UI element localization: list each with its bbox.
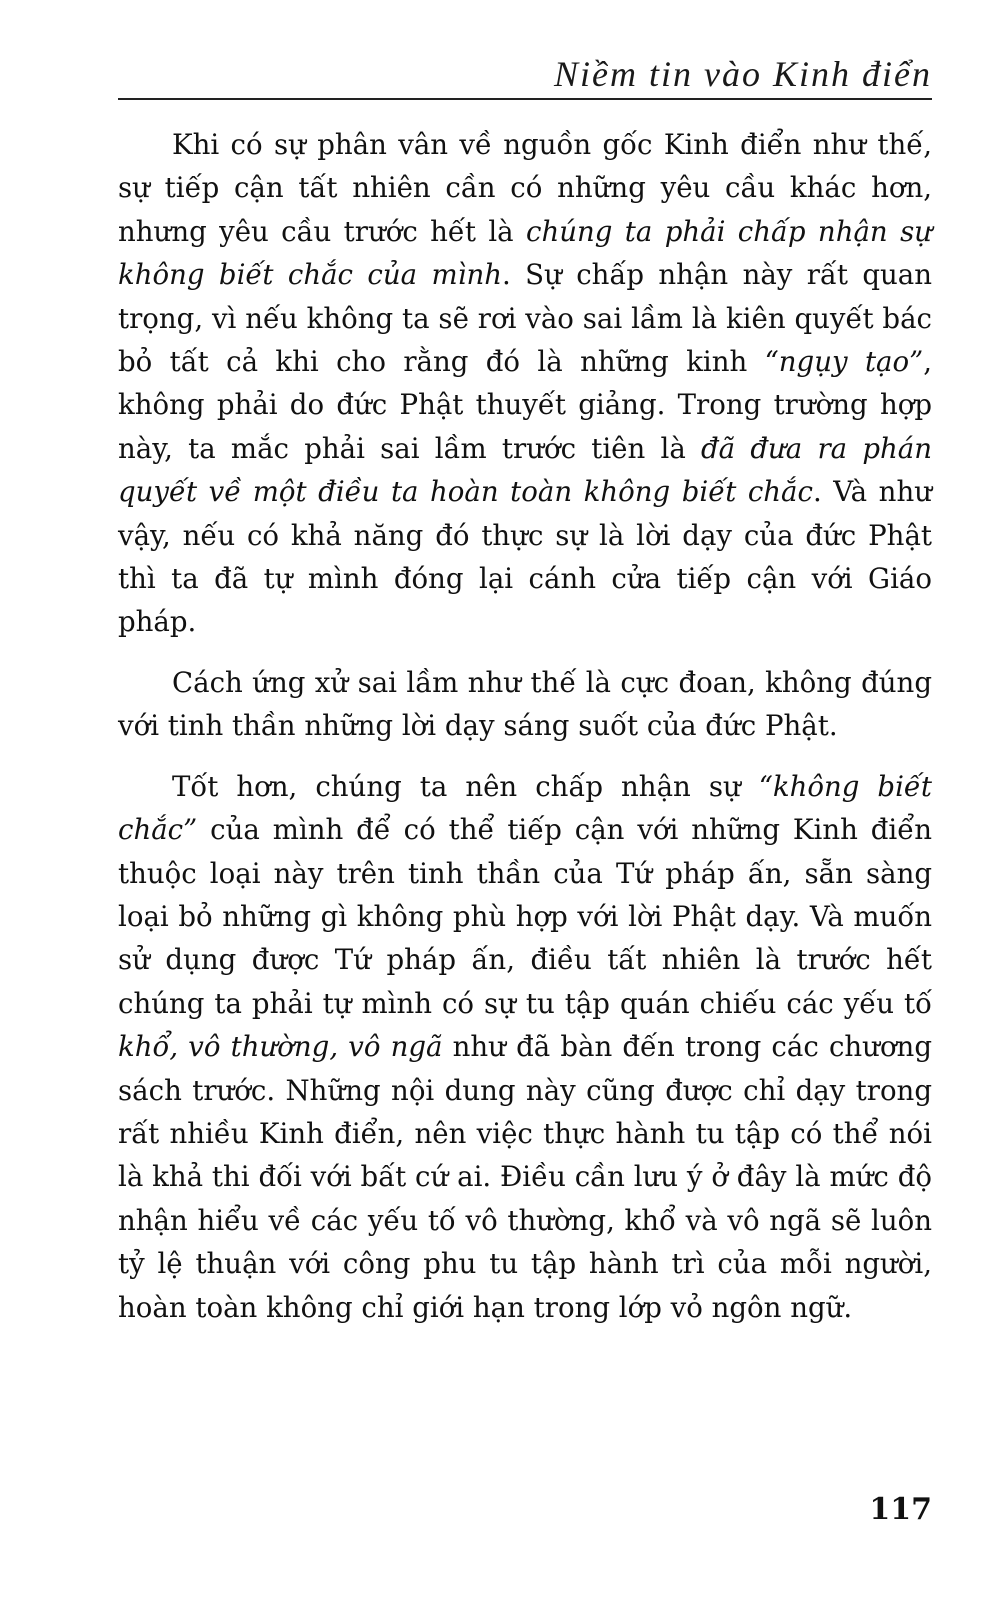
italic-text: chúng ta phải chấp nhận sự không biết chắc của mình — [118, 214, 932, 292]
paragraph — [118, 661, 932, 748]
text-run: như đã bàn đến trong các chương sách trước. Những nội dung này cũng được chỉ dạy trong rất nhiều Kinh điển, nên việc thực hành tu tập có thể nói là khả thi đối với bất cứ ai. Điều cần lưu ý ở đây là mức độ nhận hiểu về các yếu tố vô thường, khổ và vô ngã sẽ luôn tỷ lệ thuận với công phu tu tập hành trì của mỗi người, hoàn toàn không chỉ giới hạn trong lớp vỏ ngôn ngữ. — [118, 1030, 932, 1324]
page-number: 117 — [869, 1492, 932, 1527]
italic-text: khổ, vô thường, vô ngã — [118, 1030, 443, 1064]
text-run: của mình để có thể tiếp cận với những Kinh điển thuộc loại này trên tinh thần của Tứ pháp ấn, sẵn sàng loại bỏ những gì không phù hợp với lời Phật dạy. Và muốn sử dụng được Tứ pháp ấn, điều tất nhiên là trước hết chúng ta phải tự mình có sự tu tập quán chiếu các yếu tố — [118, 813, 932, 1020]
italic-text: đã đưa ra phán quyết về một điều ta hoàn toàn không biết chắc — [118, 431, 932, 509]
paragraph — [118, 765, 932, 1329]
text-run: Khi có sự phân vân về nguồn gốc Kinh điển như thế, sự tiếp cận tất nhiên cần có những yêu cầu khác hơn, nhưng yêu cầu trước hết là — [118, 128, 932, 248]
text-run: . Sự chấp nhận này rất quan trọng, vì nếu không ta sẽ rơi vào sai lầm là kiên quyết bác bỏ tất cả khi cho rằng đó là những kinh — [118, 258, 932, 379]
running-header — [118, 50, 932, 100]
running-header-title: Niềm tin vào Kinh điển — [554, 54, 932, 94]
text-run: , không phải do đức Phật thuyết giảng. Trong trường hợp này, ta mắc phải sai lầm trước tiên là — [118, 345, 932, 465]
italic-text: “không biết chắc” — [118, 769, 932, 847]
text-run: . Và như vậy, nếu có khả năng đó thực sự là lời dạy của đức Phật thì ta đã tự mình đóng lại cánh cửa tiếp cận với Giáo pháp. — [118, 475, 932, 639]
italic-text: “ngụy tạo” — [764, 345, 924, 379]
text-run: Tốt hơn, chúng ta nên chấp nhận sự — [172, 769, 759, 803]
text-run: Cách ứng xử sai lầm như thế là cực đoan, không đúng với tinh thần những lời dạy sáng suốt của đức Phật. — [118, 665, 932, 743]
paragraph — [118, 123, 932, 644]
body-text — [118, 123, 932, 1346]
